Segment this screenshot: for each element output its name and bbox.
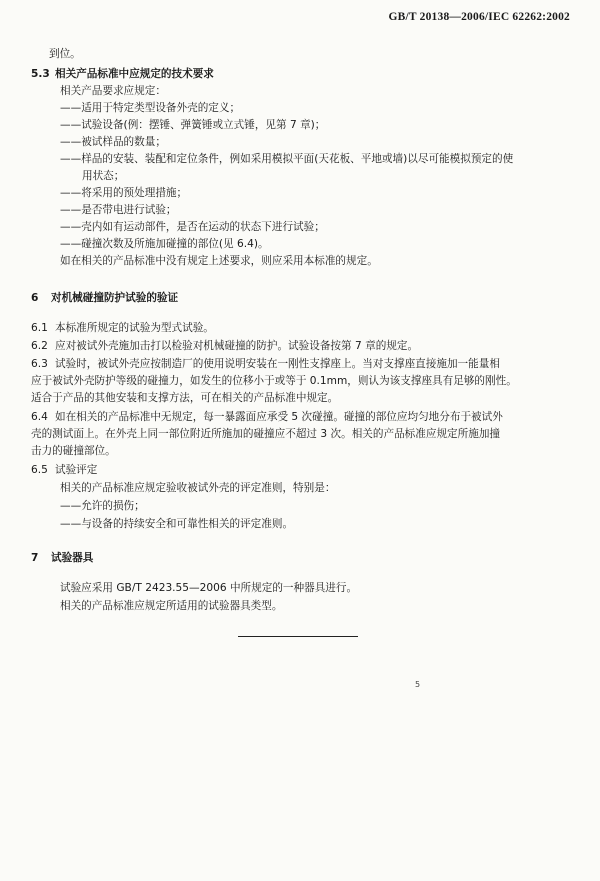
clause-6-2: [31, 339, 418, 354]
clause-text-line: 壳的测试面上。在外壳上同一部位附近所施加的碰撞应不超过 3 次。相关的产品标准应规定所施加撞: [31, 428, 501, 440]
list-item: ——碰撞次数及所施加碰撞的部位(见 6.4)。: [60, 238, 269, 250]
list-item: ——将采用的预处理措施；: [60, 187, 188, 199]
section-title: 相关产品标准中应规定的技术要求: [55, 68, 214, 80]
clause-title: 试验评定: [55, 464, 98, 476]
section-number: 7: [31, 552, 39, 564]
clause-text: 如在相关的产品标准中无规定，每一暴露面应承受 5 次碰撞。碰撞的部位应均匀地分布于被试外: [55, 411, 503, 423]
list-item: ——是否带电进行试验；: [60, 204, 177, 216]
clause-text: 试验时，被试外壳应按制造厂的使用说明安装在一刚性支撑座上。当对支撑座直接施加一能量相: [55, 358, 500, 370]
list-item: ——被试样品的数量；: [60, 136, 166, 148]
section-6-heading: [31, 291, 178, 306]
standard-code-header: GB/T 20138—2006/IEC 62262:2002: [388, 11, 570, 23]
page-number: 5: [415, 680, 421, 689]
clause-text-line: 应于被试外壳防护等级的碰撞力，如发生的位移小于或等于 0.1mm，则认为该支撑座具有足够的刚性。: [31, 375, 517, 387]
list-item-continuation: 用状态；: [82, 170, 125, 182]
list-item: ——允许的损伤；: [60, 500, 145, 512]
section-7-heading: [31, 551, 93, 566]
clause-number: 6.1: [31, 322, 48, 334]
clause-text-line: 击力的碰撞部位。: [31, 445, 116, 457]
paragraph-text: 相关的产品标准应规定所适用的试验器具类型。: [60, 600, 283, 612]
clause-number: 6.4: [31, 411, 48, 423]
paragraph-text: 相关的产品标准应规定验收被试外壳的评定准则，特别是：: [60, 482, 336, 494]
section-title: 对机械碰撞防护试验的验证: [51, 292, 179, 304]
clause-6-4: [31, 410, 503, 425]
paragraph-text: 试验应采用 GB/T 2423.55—2006 中所规定的一种器具进行。: [60, 582, 358, 594]
section-number: 5.3: [31, 68, 50, 80]
end-rule: [238, 636, 358, 637]
list-item: ——与设备的持续安全和可靠性相关的评定准则。: [60, 518, 294, 530]
section-title: 试验器具: [51, 552, 94, 564]
clause-text: 本标准所规定的试验为型式试验。: [55, 322, 214, 334]
paragraph-text: 如在相关的产品标准中没有规定上述要求，则应采用本标准的规定。: [60, 255, 378, 267]
list-item: ——壳内如有运动部件，是否在运动的状态下进行试验；: [60, 221, 325, 233]
clause-number: 6.3: [31, 358, 48, 370]
section-5-3-heading: [31, 67, 214, 82]
clause-6-1: [31, 321, 214, 336]
paragraph-text: 相关产品要求应规定：: [60, 85, 166, 97]
list-item: ——样品的安装、装配和定位条件，例如采用模拟平面(天花板、平地或墙)以尽可能模拟预定的使: [60, 153, 514, 165]
list-item: ——试验设备(例：摆锤、弹簧锤或立式锤，见第 7 章)；: [60, 119, 326, 131]
clause-number: 6.5: [31, 464, 48, 476]
continuation-text: 到位。: [49, 48, 81, 60]
clause-text: 应对被试外壳施加击打以检验对机械碰撞的防护。试验设备按第 7 章的规定。: [55, 340, 419, 352]
clause-6-3: [31, 357, 500, 372]
clause-number: 6.2: [31, 340, 48, 352]
clause-6-5-heading: [31, 463, 97, 478]
list-item: ——适用于特定类型设备外壳的定义；: [60, 102, 241, 114]
clause-text-line: 适合于产品的其他安装和支撑方法，可在相关的产品标准中规定。: [31, 392, 339, 404]
section-number: 6: [31, 292, 39, 304]
